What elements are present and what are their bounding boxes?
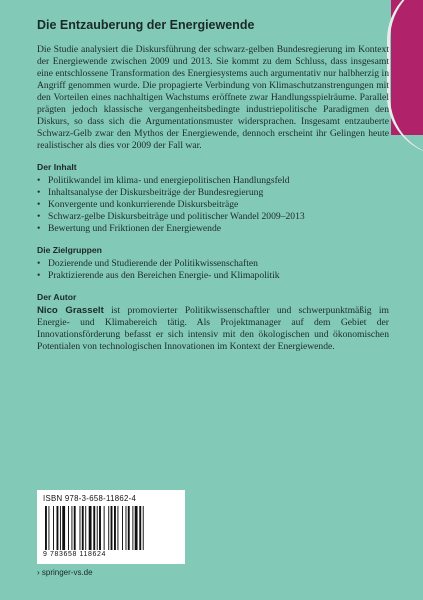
- list-item: • Dozierende und Studierende der Politikwissenschaften: [37, 258, 389, 270]
- list-item: • Inhaltsanalyse der Diskursbeiträge der Bundesregierung: [37, 187, 389, 199]
- list-item: • Konvergente und konkurrierende Diskursbeiträge: [37, 199, 389, 211]
- zielgruppen-heading: Die Zielgruppen: [37, 245, 102, 255]
- barcode-box: [37, 490, 185, 564]
- author-paragraph: [37, 305, 389, 353]
- zielgruppen-list: [37, 258, 389, 282]
- list-item: • Praktizierende aus den Bereichen Energie- und Klimapolitik: [37, 270, 389, 282]
- intro-paragraph: Die Studie analysiert die Diskursführung der schwarz-gelben Bundesregierung im Kontext der Energiewende zwischen 2009 und 2013. Sie kommt zu dem Schluss, dass insgesamt eine entschlossene Transformation des Energiesystems auch argumentativ nur halbherzig in Angriff genommen wurde. Die propagierte Verbindung von Klimaschutzanstrengungen mit den Vorteilen eines nachhaltigen Wachstums eröffnete zwar Handlungsspielräume. Parallel prägten jedoch klassische vergangenheitsbedingte industriepolitische Paradigmen den Diskurs, so dass sich die Argumentationsmuster widersprachen. Insgesamt entzauberte Schwarz-Gelb zwar den Mythos der Energiewende, dennoch erscheint ihr Gelingen heute realistischer als dies vor 2009 der Fall war.: [37, 44, 389, 151]
- back-cover-text: [37, 18, 389, 363]
- publisher-link[interactable]: › springer-vs.de: [37, 568, 93, 577]
- barcode-image: [43, 506, 179, 550]
- list-item: • Schwarz-gelbe Diskursbeiträge und politischer Wandel 2009–2013: [37, 211, 389, 223]
- barcode-digits: 9 783658 118624: [43, 551, 106, 558]
- list-item: • Politikwandel im klima- und energiepolitischen Handlungsfeld: [37, 175, 389, 187]
- author-bio: ist promovierter Politikwissenschaftler und schwerpunktmäßig im Energie- und Klimabereich tätig. Als Projektmanager auf dem Gebiet der Innovationsförderung befasst er sich intensiv mit den ökologischen und ökonomischen Potentialen von technologischen Innovationen im Kontext der Energiewende.: [37, 305, 389, 352]
- inhalt-heading: Der Inhalt: [37, 162, 77, 172]
- list-item: • Bewertung und Friktionen der Energiewende: [37, 223, 389, 235]
- author-name: Nico Grasselt: [37, 305, 104, 316]
- book-title: Die Entzauberung der Energiewende: [37, 18, 255, 32]
- isbn-label: ISBN 978-3-658-11862-4: [43, 494, 137, 503]
- inhalt-list: [37, 175, 389, 235]
- autor-heading: Der Autor: [37, 292, 77, 302]
